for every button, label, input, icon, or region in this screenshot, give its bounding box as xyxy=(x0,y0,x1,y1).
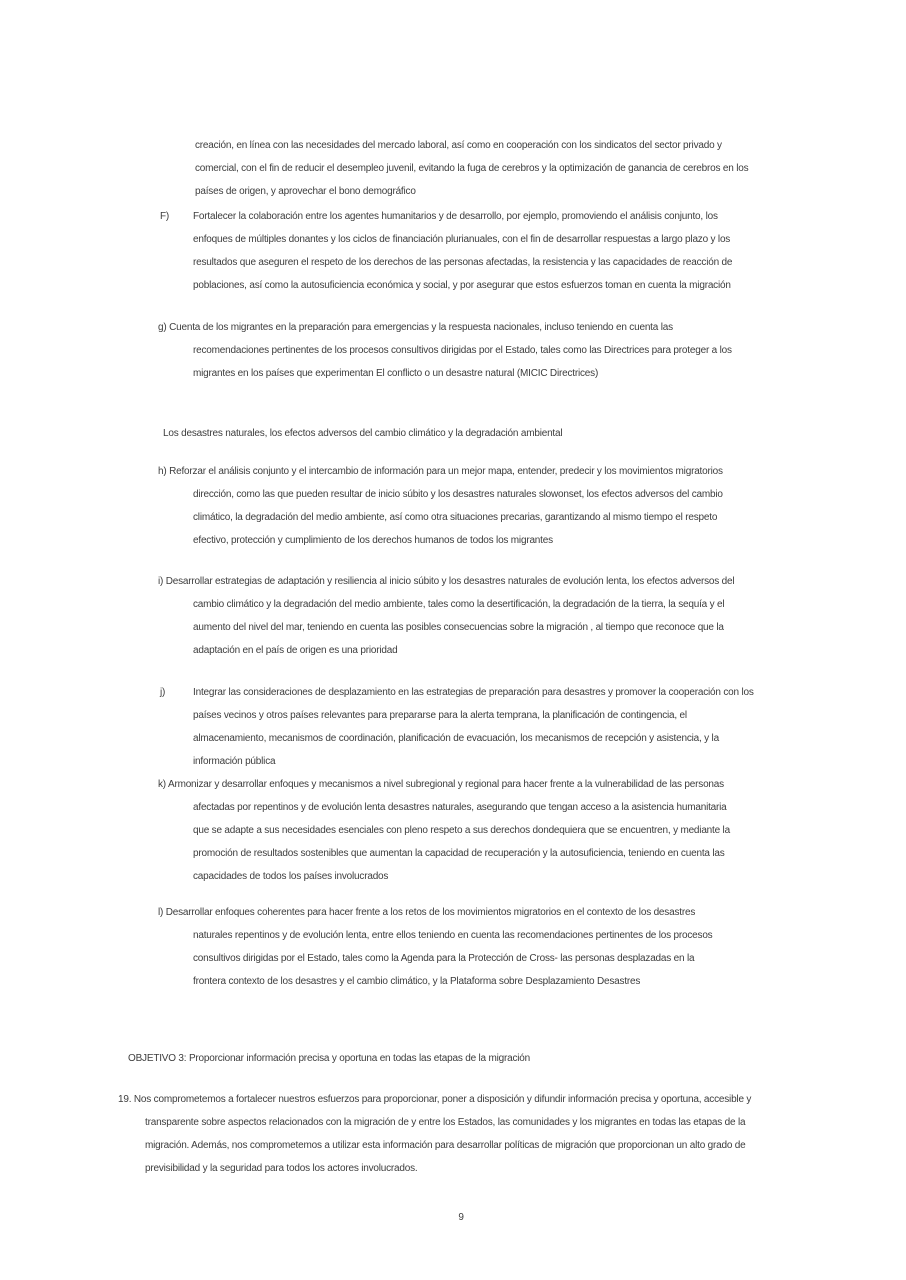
paragraph-continuation-top xyxy=(0,134,906,203)
paragraph-item-19 xyxy=(0,1088,906,1180)
text-line xyxy=(118,1088,906,1111)
text-line xyxy=(158,773,906,796)
text-line xyxy=(193,506,906,529)
paragraph-label: l) xyxy=(158,907,164,918)
text-line xyxy=(195,180,906,203)
text-run: efectivo, protección y cumplimiento de los derechos humanos de todos los migrantes xyxy=(193,535,553,546)
paragraph-item-l xyxy=(0,901,906,993)
paragraph-item-i xyxy=(0,570,906,662)
text-line xyxy=(158,901,906,924)
text-line xyxy=(193,947,906,970)
text-run: recomendaciones pertinentes de los procesos consultivos dirigidas por el Estado, tales como las Directrices para proteger a los xyxy=(193,345,732,356)
text-line xyxy=(195,157,906,180)
text-line xyxy=(145,1157,906,1180)
text-run: que se adapte a sus necesidades esenciales con pleno respeto a sus derechos dondequiera que se encuentren, y mediante la xyxy=(193,825,730,836)
text-run: migrantes en los países que experimentan El conflicto o un desastre natural (MICIC Directrices) xyxy=(193,368,599,379)
text-run: naturales repentinos y de evolución lenta, entre ellos teniendo en cuenta las recomendaciones pertinentes de los procesos xyxy=(193,930,713,941)
text-run: promoción de resultados sostenibles que aumentan la capacidad de recuperación y la autosuficiencia, teniendo en cuenta las xyxy=(193,848,725,859)
text-run: consultivos dirigidas por el Estado, tales como la Agenda para la Protección de Cross- las personas desplazadas en la xyxy=(193,953,695,964)
text-line xyxy=(193,727,906,750)
text-run: dirección, como las que pueden resultar de inicio súbito y los desastres naturales slowonset, los efectos adversos del cambio xyxy=(193,489,723,500)
text-run: previsibilidad y la seguridad para todos los actores involucrados. xyxy=(145,1163,418,1174)
text-run: Fortalecer la colaboración entre los agentes humanitarios y de desarrollo, por ejemplo, promoviendo el análisis conjunto, los xyxy=(193,211,718,222)
text-run: Armonizar y desarrollar enfoques y mecanismos a nivel subregional y regional para hacer frente a la vulnerabilidad de las personas xyxy=(167,779,724,790)
text-run: poblaciones, así como la autosuficiencia económica y social, y por asegurar que estos esfuerzos toman en cuenta la migración xyxy=(193,280,731,291)
text-run: frontera contexto de los desastres y el cambio climático, y la Plataforma sobre Desplazamiento Desastres xyxy=(193,976,641,987)
text-line xyxy=(193,593,906,616)
paragraph-label: h) xyxy=(158,466,167,477)
paragraph-item-k xyxy=(0,773,906,888)
text-line xyxy=(158,570,906,593)
text-line xyxy=(193,616,906,639)
text-run: transparente sobre aspectos relacionados con la migración de y entre los Estados, las comunidades y los migrantes en todas las etapas de la xyxy=(145,1117,746,1128)
paragraph-section-heading-disasters xyxy=(0,422,906,445)
text-line xyxy=(193,704,906,727)
text-line xyxy=(193,750,906,773)
text-line xyxy=(160,681,906,704)
paragraph-label: j) xyxy=(160,687,166,698)
text-line xyxy=(193,842,906,865)
text-run: capacidades de todos los países involucrados xyxy=(193,871,389,882)
text-line xyxy=(193,339,906,362)
text-line xyxy=(193,970,906,993)
text-line xyxy=(158,460,906,483)
paragraph-label: i) xyxy=(158,576,164,587)
text-run: información pública xyxy=(193,756,276,767)
paragraph-label: k) xyxy=(158,779,166,790)
text-run: afectadas por repentinos y de evolución lenta desastres naturales, asegurando que tengan acceso a la asistencia humanitaria xyxy=(193,802,727,813)
text-run: aumento del nivel del mar, teniendo en cuenta las posibles consecuencias sobre la migración , al tiempo que reconoce que la xyxy=(193,622,724,633)
text-line xyxy=(193,865,906,888)
text-run: Reforzar el análisis conjunto y el intercambio de información para un mejor mapa, entender, predecir y los movimientos migratorios xyxy=(169,466,723,477)
text-line xyxy=(193,924,906,947)
text-run: cambio climático y la degradación del medio ambiente, tales como la desertificación, la degradación de la tierra, la sequía y el xyxy=(193,599,725,610)
text-line xyxy=(193,483,906,506)
text-line xyxy=(193,529,906,552)
text-line xyxy=(193,819,906,842)
text-line xyxy=(193,251,906,274)
text-run: migración. Además, nos comprometemos a utilizar esta información para desarrollar políticas de migración que proporcionan un alto grado de xyxy=(145,1140,746,1151)
text-line xyxy=(193,639,906,662)
text-run: OBJETIVO 3: Proporcionar información precisa y oportuna en todas las etapas de la migración xyxy=(128,1053,531,1064)
page-number: 9 xyxy=(458,1212,464,1223)
paragraph-item-j xyxy=(0,681,906,773)
text-run: Nos comprometemos a fortalecer nuestros esfuerzos para proporcionar, poner a disposición y difundir información precisa y oportuna, accesible y xyxy=(133,1094,752,1105)
paragraph-label: 19. xyxy=(118,1094,132,1105)
text-run: Desarrollar enfoques coherentes para hacer frente a los retos de los movimientos migratorios en el contexto de los desastres xyxy=(165,907,696,918)
text-run: climático, la degradación del medio ambiente, así como otra situaciones precarias, garantizando al mismo tiempo el respeto xyxy=(193,512,718,523)
paragraph-item-h xyxy=(0,460,906,552)
text-run: Cuenta de los migrantes en la preparación para emergencias y la respuesta nacionales, incluso teniendo en cuenta las xyxy=(169,322,673,333)
text-run: creación, en línea con las necesidades del mercado laboral, así como en cooperación con los sindicatos del sector privado y xyxy=(195,140,722,151)
text-line xyxy=(128,1047,906,1070)
paragraph-label: g) xyxy=(158,322,167,333)
text-line xyxy=(193,228,906,251)
text-run: países vecinos y otros países relevantes para prepararse para la alerta temprana, la planificación de contingencia, el xyxy=(193,710,687,721)
paragraph-objective-3-heading xyxy=(0,1047,906,1070)
text-run: Los desastres naturales, los efectos adversos del cambio climático y la degradación ambiental xyxy=(163,428,563,439)
paragraph-label: F) xyxy=(160,211,170,222)
text-line xyxy=(195,134,906,157)
text-line xyxy=(158,316,906,339)
text-run: enfoques de múltiples donantes y los ciclos de financiación plurianuales, con el fin de desarrollar respuestas a largo plazo y los xyxy=(193,234,731,245)
text-line xyxy=(193,362,906,385)
text-line xyxy=(145,1134,906,1157)
text-line xyxy=(193,274,906,297)
text-line xyxy=(145,1111,906,1134)
text-run: comercial, con el fin de reducir el desempleo juvenil, evitando la fuga de cerebros y la optimización de ganancia de cerebros en los xyxy=(195,163,749,174)
text-run: Desarrollar estrategias de adaptación y resiliencia al inicio súbito y los desastres naturales de evolución lenta, los efectos adversos del xyxy=(165,576,735,587)
text-run: adaptación en el país de origen es una prioridad xyxy=(193,645,398,656)
paragraph-item-g xyxy=(0,316,906,385)
text-line xyxy=(193,796,906,819)
text-run: países de origen, y aprovechar el bono demográfico xyxy=(195,186,416,197)
text-run: Integrar las consideraciones de desplazamiento en las estrategias de preparación para desastres y promover la cooperación con los xyxy=(193,687,754,698)
text-line xyxy=(163,422,906,445)
text-run: almacenamiento, mecanismos de coordinación, planificación de evacuación, los mecanismos de recepción y asistencia, y la xyxy=(193,733,719,744)
text-run: resultados que aseguren el respeto de los derechos de las personas afectadas, la resistencia y las capacidades de reacción de xyxy=(193,257,733,268)
paragraph-item-f xyxy=(0,205,906,297)
text-line xyxy=(160,205,906,228)
